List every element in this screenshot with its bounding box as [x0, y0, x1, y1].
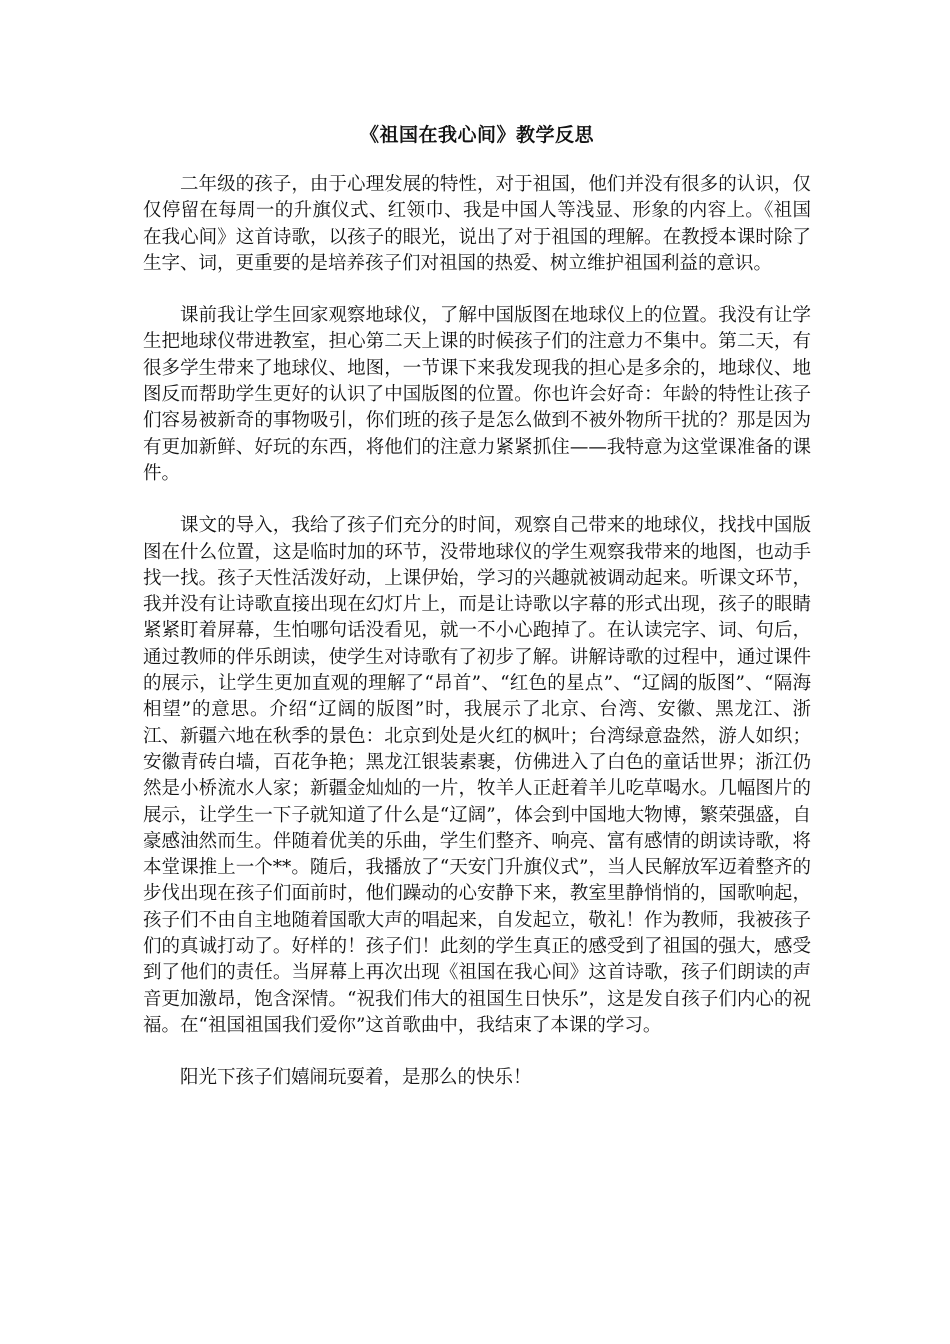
- paragraph-3: 课文的导入，我给了孩子们充分的时间，观察自己带来的地球仪，找找中国版图在什么位置，这是临时加的环节，没带地球仪的学生观察我带来的地图，也动手找一找。孩子天性活泼好动，上课伊始，学习的兴趣就被调动起来。听课文环节，我并没有让诗歌直接出现在幻灯片上，而是让诗歌以字幕的形式出现，孩子的眼睛紧紧盯着屏幕，生怕哪句话没看见，就一不小心跑掉了。在认读完字、词、句后，通过教师的伴乐朗读，使学生对诗歌有了初步了解。讲解诗歌的过程中，通过课件的展示，让学生更加直观的理解了“昂首”、“红色的星点”、“辽阔的版图”、“隔海相望”的意思。介绍“辽阔的版图”时，我展示了北京、台湾、安徽、黑龙江、浙江、新疆六地在秋季的景色：北京到处是火红的枫叶；台湾绿意盎然，游人如织；安徽青砖白墙，百花争艳；黑龙江银装素裹，仿佛进入了白色的童话世界；浙江仍然是小桥流水人家；新疆金灿灿的一片，牧羊人正赶着羊儿吃草喝水。几幅图片的展示，让学生一下子就知道了什么是“辽阔”，体会到中国地大物博，繁荣强盛，自豪感油然而生。伴随着优美的乐曲，学生们整齐、响亮、富有感情的朗读诗歌，将本堂课推上一个**。随后，我播放了“天安门升旗仪式”，当人民解放军迈着整齐的步伐出现在孩子们面前时，他们躁动的心安静下来，教室里静悄悄的，国歌响起，孩子们不由自主地随着国歌大声的唱起来，自发起立，敬礼！作为教师，我被孩子们的真诚打动了。好样的！孩子们！此刻的学生真正的感受到了祖国的强大，感受到了他们的责任。当屏幕上再次出现《祖国在我心间》这首诗歌，孩子们朗读的声音更加激昂，饱含深情。“祝我们伟大的祖国生日快乐”，这是发自孩子们内心的祝福。在“祖国祖国我们爱你”这首歌曲中，我结束了本课的学习。: [143, 515, 811, 1036]
- paragraph-4: 阳光下孩子们嬉闹玩耍着，是那么的快乐！: [180, 1067, 532, 1089]
- paragraph-2: 课前我让学生回家观察地球仪，了解中国版图在地球仪上的位置。我没有让学生把地球仪带进教室，担心第二天上课的时候孩子们的注意力不集中。第二天，有很多学生带来了地球仪、地图，一节课下来我发现我的担心是多余的，地球仪、地图反而帮助学生更好的认识了中国版图的位置。你也许会好奇：年龄的特性让孩子们容易被新奇的事物吸引，你们班的孩子是怎么做到不被外物所干扰的？那是因为有更加新鲜、好玩的东西，将他们的注意力紧紧抓住——我特意为这堂课准备的课件。: [143, 305, 811, 484]
- title-spacing: [143, 152, 811, 172]
- paragraph-1: 二年级的孩子，由于心理发展的特性，对于祖国，他们并没有很多的认识，仅仅停留在每周一的升旗仪式、红领巾、我是中国人等浅显、形象的内容上。《祖国在我心间》这首诗歌，以孩子的眼光，说出了对于祖国的理解。在教授本课时除了生字、词，更重要的是培养孩子们对祖国的热爱、树立维护祖国利益的意识。: [143, 174, 811, 274]
- document-body: [143, 118, 811, 1092]
- document-title: 《祖国在我心间》教学反思: [359, 124, 594, 146]
